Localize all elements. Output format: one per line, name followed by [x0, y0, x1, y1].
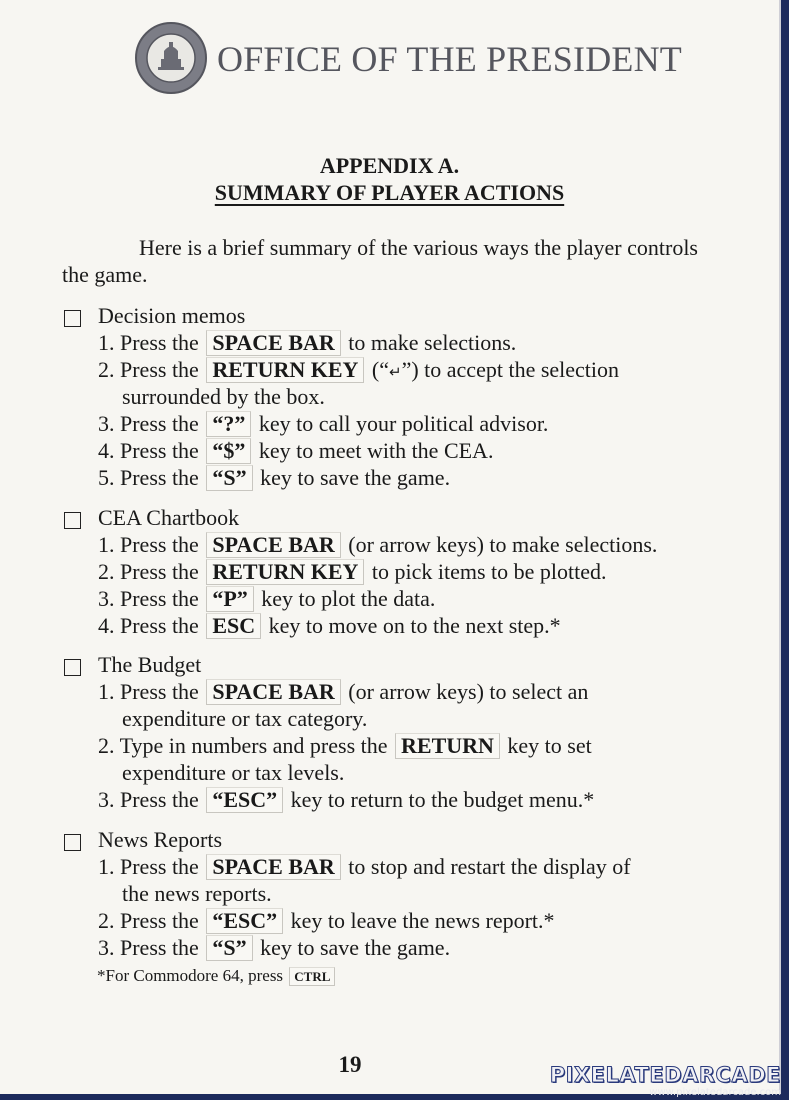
list-item: 4. Press the ESC key to move on to the next step.* — [98, 613, 561, 638]
list-item-continuation: the news reports. — [122, 881, 272, 906]
key-cap: “S” — [206, 465, 252, 491]
list-item: 2. Press the RETURN KEY to pick items to be plotted. — [98, 559, 607, 584]
checkbox — [64, 834, 81, 851]
presidential-seal-icon — [134, 21, 208, 95]
list-item: 1. Press the SPACE BAR to stop and restart the display of — [98, 854, 631, 879]
office-title: OFFICE OF THE PRESIDENT — [217, 39, 682, 79]
list-item: 2. Press the “ESC” key to leave the news report.* — [98, 908, 555, 933]
section-title: News Reports — [98, 827, 223, 852]
key-cap: RETURN KEY — [206, 357, 364, 383]
return-arrow-icon: ↵ — [389, 365, 402, 381]
list-item: 5. Press the “S” key to save the game. — [98, 465, 451, 490]
checkbox — [64, 512, 81, 529]
key-cap: ESC — [206, 613, 261, 639]
list-item-continuation: expenditure or tax category. — [122, 706, 368, 731]
key-cap: “ESC” — [206, 908, 283, 934]
intro-paragraph: Here is a brief summary of the various ways the player controls the game. — [62, 235, 698, 287]
checkbox — [64, 659, 81, 676]
list-item: 1. Press the SPACE BAR (or arrow keys) to select an — [98, 679, 589, 704]
key-cap: RETURN — [395, 733, 500, 759]
key-cap: “ESC” — [206, 787, 283, 813]
section-title: The Budget — [98, 652, 202, 677]
watermark-name: PIXELATEDARCADE — [549, 1063, 781, 1087]
list-item: 2. Type in numbers and press the RETURN key to set — [98, 733, 592, 758]
key-cap: “?” — [206, 411, 251, 437]
list-item: 4. Press the “$” key to meet with the CEA. — [98, 438, 494, 463]
list-item: 3. Press the “?” key to call your political advisor. — [98, 411, 549, 436]
footnote: *For Commodore 64, press CTRL — [97, 966, 337, 986]
key-cap: CTRL — [289, 967, 335, 986]
section-title: CEA Chartbook — [98, 505, 240, 530]
list-item-continuation: surrounded by the box. — [122, 384, 325, 409]
key-cap: “S” — [206, 935, 252, 961]
watermark-url: www.pixelatedarcade.com — [649, 1087, 781, 1098]
appendix-title: APPENDIX A. — [319, 153, 460, 178]
key-cap: SPACE BAR — [206, 854, 340, 880]
checkbox — [64, 310, 81, 327]
list-item: 3. Press the “P” key to plot the data. — [98, 586, 436, 611]
key-cap: “$” — [206, 438, 251, 464]
key-cap: SPACE BAR — [206, 679, 340, 705]
watermark — [550, 1063, 781, 1098]
list-item: 3. Press the “S” key to save the game. — [98, 935, 451, 960]
list-item: 2. Press the RETURN KEY (“↵”) to accept the selection — [98, 357, 620, 382]
key-cap: SPACE BAR — [206, 330, 340, 356]
appendix-subtitle: SUMMARY OF PLAYER ACTIONS — [214, 180, 565, 205]
list-item: 1. Press the SPACE BAR to make selections. — [98, 330, 517, 355]
list-item: 1. Press the SPACE BAR (or arrow keys) to make selections. — [98, 532, 658, 557]
list-item-continuation: expenditure or tax levels. — [122, 760, 345, 785]
key-cap: SPACE BAR — [206, 532, 340, 558]
section-title: Decision memos — [98, 303, 246, 328]
key-cap: “P” — [206, 586, 253, 612]
page-number: 19 — [338, 1052, 362, 1077]
list-item: 3. Press the “ESC” key to return to the budget menu.* — [98, 787, 595, 812]
key-cap: RETURN KEY — [206, 559, 364, 585]
